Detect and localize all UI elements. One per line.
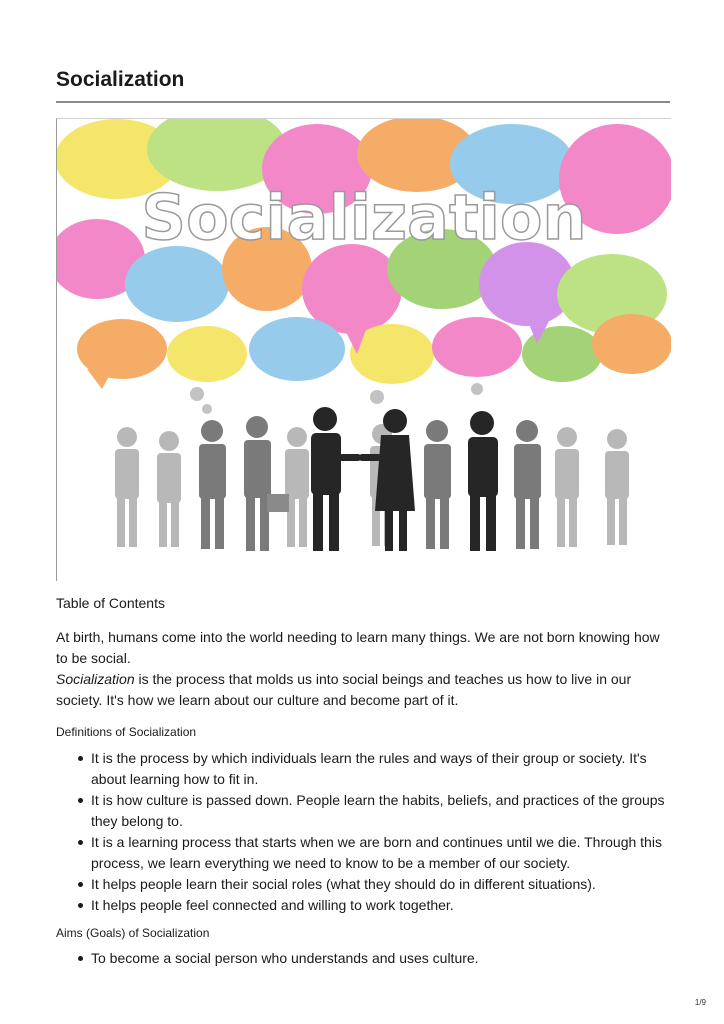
table-of-contents-label[interactable]: Table of Contents (56, 595, 165, 611)
definitions-list (56, 748, 670, 916)
definitions-heading: Definitions of Socialization (56, 725, 197, 739)
socialization-illustration (56, 118, 671, 581)
intro-line-2 (56, 669, 670, 711)
aims-list (56, 948, 670, 969)
list-item: It helps people learn their social roles (what they should do in different situations). (56, 874, 670, 895)
intro-line-1: At birth, humans come into the world needing to learn many things. We are not born knowing how to be social. (56, 629, 660, 666)
list-item: It helps people feel connected and willing to work together. (56, 895, 670, 916)
socialization-illustration-svg (57, 119, 671, 581)
illustration-overlay-text: Socialization (141, 181, 587, 254)
page-title: Socialization (56, 68, 185, 91)
people-silhouettes (115, 407, 629, 551)
intro-line-2-rest: is the process that molds us into social beings and teaches us how to live in our society. It's how we learn about our culture and become part of it. (56, 671, 632, 708)
socialization-term: Socialization (56, 671, 135, 687)
speech-bubbles (57, 119, 671, 414)
list-item: It is how culture is passed down. People learn the habits, beliefs, and practices of the groups they belong to. (56, 790, 670, 832)
page-number: 1/9 (694, 998, 706, 1007)
list-item: It is the process by which individuals learn the rules and ways of their group or society. It's about learning how to fit in. (56, 748, 670, 790)
title-divider (56, 101, 670, 103)
list-item: It is a learning process that starts when we are born and continues until we die. Through this process, we learn everything we need to know to be a member of our society. (56, 832, 670, 874)
list-item: To become a social person who understands and uses culture. (56, 948, 670, 969)
aims-heading: Aims (Goals) of Socialization (56, 926, 210, 940)
intro-paragraph (56, 627, 670, 711)
